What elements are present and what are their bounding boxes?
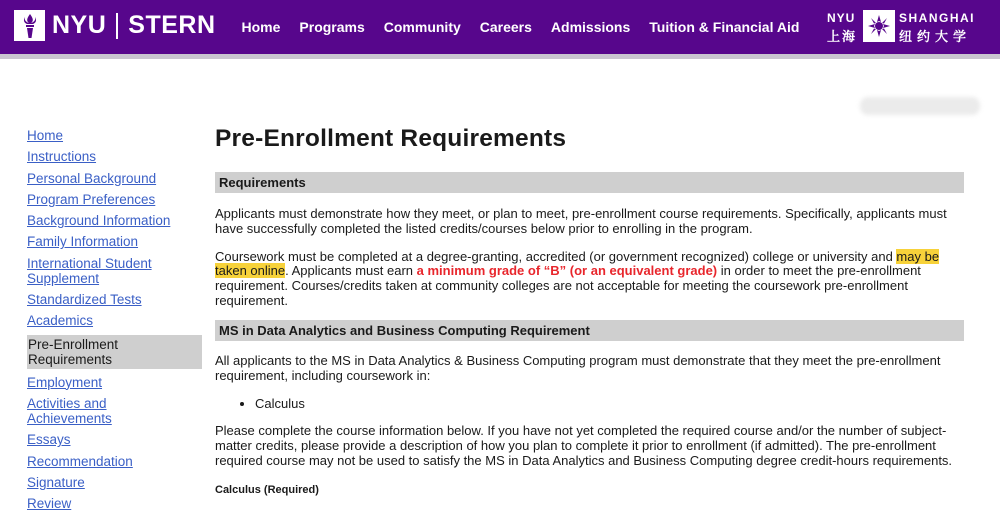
sidebar-nav xyxy=(27,128,202,517)
minimum-grade-emphasis: a minimum grade of “B” (or an equivalent grade) xyxy=(416,263,718,279)
nyu-shanghai-logo[interactable] xyxy=(827,10,987,44)
logo-divider xyxy=(116,13,118,39)
shanghai-en-text: SHANGHAI xyxy=(899,11,976,25)
sidebar-item-personal-background[interactable]: Personal Background xyxy=(27,170,157,186)
nav-admissions[interactable]: Admissions xyxy=(550,19,631,35)
coursework-text-part-3: in order to meet the pre-enrollment requirement. Courses/credits taken at community colleges are not acceptable for meeting the coursework pre-enrollment requirement. xyxy=(215,263,921,308)
nyu-stern-logo[interactable] xyxy=(14,10,216,41)
nav-programs[interactable]: Programs xyxy=(299,19,365,35)
sidebar-item-pre-enrollment-requirements[interactable]: Pre-Enrollment Requirements xyxy=(27,335,202,369)
sidebar-item-recommendation[interactable]: Recommendation xyxy=(27,453,133,469)
coursework-rules-text xyxy=(215,250,964,309)
nav-careers[interactable]: Careers xyxy=(479,19,532,35)
main-content xyxy=(215,125,964,496)
sidebar-item-background-information[interactable]: Background Information xyxy=(27,213,171,229)
blurred-user-info xyxy=(860,97,980,115)
header-underline xyxy=(0,54,1000,59)
shanghai-emblem-icon xyxy=(863,10,895,42)
section-heading-ms-data-analytics: MS in Data Analytics and Business Computing Requirement xyxy=(215,320,964,341)
logo-nyu-text: NYU xyxy=(52,11,107,39)
sidebar-item-program-preferences[interactable]: Program Preferences xyxy=(27,191,156,207)
sidebar-item-international-student-supplement[interactable]: International Student Supplement xyxy=(27,255,152,286)
logo-stern-text: STERN xyxy=(128,11,216,39)
shanghai-chinese-text-1: 上海 xyxy=(827,29,858,44)
sidebar-item-activities-and-achievements[interactable]: Activities and Achievements xyxy=(27,395,112,426)
sidebar-item-instructions[interactable]: Instructions xyxy=(27,149,97,165)
sidebar-item-essays[interactable]: Essays xyxy=(27,432,71,448)
coursework-text-part-2: . Applicants must earn xyxy=(285,263,417,279)
main-nav xyxy=(232,19,809,35)
calculus-required-subheading: Calculus (Required) xyxy=(215,483,319,496)
nav-home[interactable]: Home xyxy=(241,19,281,35)
nav-tuition-financial-aid[interactable]: Tuition & Financial Aid xyxy=(649,19,800,35)
course-information-instructions: Please complete the course information below. If you have not yet completed the required course and/or the number of subject-matter credits, please provide a description of how you plan to complete it prior to enrollment (if admitted). The pre-enrollment required course may not be used to satisfy the MS in Data Analytics and Business Computing degree credit-hours requirements. xyxy=(215,423,953,468)
ms-requirement-text: All applicants to the MS in Data Analytics & Business Computing program must demonstrate that they meet the pre-enrollment requirement, including coursework in: xyxy=(215,352,941,383)
section-heading-requirements: Requirements xyxy=(215,172,964,193)
sidebar-item-academics[interactable]: Academics xyxy=(27,313,94,329)
shanghai-chinese-text-2: 纽约大学 xyxy=(899,29,972,44)
page-title: Pre-Enrollment Requirements xyxy=(215,125,567,152)
coursework-text-part-1: Coursework must be completed at a degree-granting, accredited (or government recognized) college or university and xyxy=(215,248,897,264)
required-course-list xyxy=(215,396,964,411)
top-navigation-bar xyxy=(0,0,1000,54)
sidebar-item-family-information[interactable]: Family Information xyxy=(27,234,139,250)
requirements-intro-text: Applicants must demonstrate how they meet, or plan to meet, pre-enrollment course requirements. Specifically, applicants must have successfully completed the listed credits/courses below prior to enrolling in the program. xyxy=(215,206,947,236)
sidebar-item-review[interactable]: Review xyxy=(27,496,72,512)
nav-community[interactable]: Community xyxy=(383,19,461,35)
nyu-torch-icon xyxy=(14,10,45,41)
online-highlight: may be taken online xyxy=(215,248,940,279)
sidebar-item-employment[interactable]: Employment xyxy=(27,374,103,390)
sidebar-item-standardized-tests[interactable]: Standardized Tests xyxy=(27,292,142,308)
sidebar-item-signature[interactable]: Signature xyxy=(27,474,85,490)
list-item-calculus: • Calculus xyxy=(255,396,964,411)
shanghai-nyu-text: NYU xyxy=(827,11,856,25)
sidebar-item-home[interactable]: Home xyxy=(27,128,64,143)
